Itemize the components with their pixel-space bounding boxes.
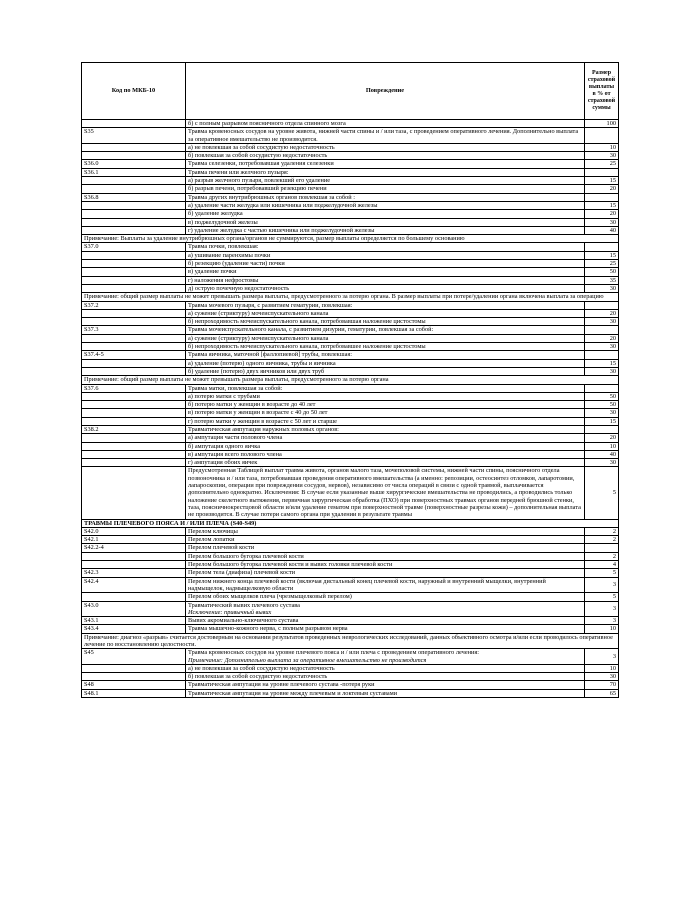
payout-percent: 5	[585, 569, 619, 577]
table-row	[82, 689, 619, 697]
table-row	[82, 177, 619, 185]
injury-description	[186, 593, 585, 601]
payout-percent: 50	[585, 392, 619, 400]
icd-code: S42.4	[82, 577, 186, 593]
description-text: Травматическая ампутация на уровне между плечевым и локтевым суставами	[188, 689, 398, 697]
icd-code: S48	[82, 681, 186, 689]
description-text: в) ампутация всего полового члена	[188, 450, 282, 458]
note-text: Примечание: общий размер выплаты не может превышать размера выплаты, предусмотренного за потерю органа	[82, 376, 619, 384]
table-row	[82, 318, 619, 326]
payout-percent: 35	[585, 276, 619, 284]
description-text: б) непроходимость мочеиспускательного канала, потребовавшее наложение цистостомы	[188, 343, 426, 351]
icd-code	[82, 260, 186, 268]
injury-description	[186, 326, 585, 334]
payout-percent: 50	[585, 268, 619, 276]
icd-code	[82, 276, 186, 284]
icd-code: S42.3	[82, 569, 186, 577]
payout-percent: 30	[585, 218, 619, 226]
description-text: а) ушивание паренхимы почки	[188, 251, 271, 259]
description-text: Травма почки, повлекшая:	[188, 243, 259, 251]
table-row	[82, 409, 619, 417]
description-text: г) удаление желудка с частью кишечника или поджелудочной железы	[188, 226, 375, 234]
icd-code: S36.1	[82, 168, 186, 176]
payout-percent: 40	[585, 226, 619, 234]
injury-description	[186, 689, 585, 697]
icd-code: S38.2	[82, 425, 186, 433]
description-text: а) ампутация части полового члена	[188, 434, 283, 442]
description-text: Травма мочевого пузыря, с развитием гематурии, повлекшая:	[188, 301, 353, 309]
icd-code	[82, 143, 186, 151]
icd-code	[82, 177, 186, 185]
description-text: Вывих акромиально-ключичного сустава	[188, 617, 299, 625]
payout-percent: 30	[585, 673, 619, 681]
injury-description	[186, 442, 585, 450]
description-text: а) сужение (стриктуру) мочеиспускательного канала	[188, 334, 329, 342]
injury-description	[186, 425, 585, 433]
description-text: д) острую почечную недостаточность	[188, 284, 290, 292]
note-text: Примечание: общий размер выплаты не может превышать размера выплаты, предусмотренного за потерю органа. В размер выплаты при потере/удалении органа включена выплата за операцию	[82, 293, 619, 301]
table-row	[82, 467, 619, 519]
description-text: Травма матки, повлекшая за собой:	[188, 384, 283, 392]
icd-code	[82, 673, 186, 681]
payout-percent: 20	[585, 185, 619, 193]
table-row	[82, 326, 619, 334]
table-header-row	[82, 63, 619, 120]
injury-description	[186, 318, 585, 326]
injury-description	[186, 152, 585, 160]
payout-percent	[585, 544, 619, 552]
payout-percent: 40	[585, 450, 619, 458]
table-row	[82, 143, 619, 151]
icd-code: S45	[82, 649, 186, 665]
table-row	[82, 201, 619, 209]
injury-description	[186, 276, 585, 284]
icd-code	[82, 434, 186, 442]
table-row	[82, 226, 619, 234]
description-text: б) резекцию (удаление части) почки	[188, 260, 285, 268]
description-text: Перелом ключицы	[188, 527, 238, 535]
injury-description	[186, 409, 585, 417]
description-text: б) непроходимость мочеиспускательного канала, потребовавшая наложение цистостомы	[188, 318, 426, 326]
payout-percent: 30	[585, 409, 619, 417]
payout-percent: 10	[585, 442, 619, 450]
description-text: в) поджелудочной железы	[188, 218, 258, 226]
icd-code	[82, 593, 186, 601]
payout-percent: 15	[585, 251, 619, 259]
table-row	[82, 359, 619, 367]
description-text: Перелом плечевой кости	[188, 544, 255, 552]
description-text: а) сужение (стриктуру) мочеиспускательного канала	[188, 309, 329, 317]
injury-description	[186, 359, 585, 367]
payout-percent: 3	[585, 649, 619, 665]
injury-description	[186, 577, 585, 593]
table-row	[82, 434, 619, 442]
header-code: Код по МКБ-10	[82, 63, 186, 120]
injury-description	[186, 193, 585, 201]
description-text: г) наложения нефростомы	[188, 276, 259, 284]
injury-description	[186, 260, 585, 268]
injury-description	[186, 459, 585, 467]
table-row	[82, 527, 619, 535]
icd-code	[82, 218, 186, 226]
table-row	[82, 601, 619, 617]
injury-description	[186, 561, 585, 569]
icd-code: S37.4-5	[82, 351, 186, 359]
table-row	[82, 673, 619, 681]
icd-code	[82, 120, 186, 128]
description-text: б) удаление желудка	[188, 210, 243, 218]
payout-percent: 10	[585, 143, 619, 151]
table-row	[82, 617, 619, 625]
payout-percent	[585, 425, 619, 433]
injury-description	[186, 527, 585, 535]
description-text: Травма других внутрибрюшных органов повлекшая за собой :	[188, 193, 355, 201]
injury-description	[186, 226, 585, 234]
description-text: а) удаление части желудка или кишечника или поджелудочной железы	[188, 201, 378, 209]
table-row	[82, 392, 619, 400]
payout-percent: 100	[585, 120, 619, 128]
section-heading: ТРАВМЫ ПЛЕЧЕВОГО ПОЯСА И / ИЛИ ПЛЕЧА (S40-S49)	[82, 519, 619, 527]
description-text: в) потерю матки у женщин в возрасте с 40 до 50 лет	[188, 409, 328, 417]
description-text: а) разрыв желчного пузыря, повлекший его удаление	[188, 177, 331, 185]
icd-code	[82, 284, 186, 292]
injury-description	[186, 552, 585, 560]
description-text: б) с полным разрывом поясничного отдела спинного мозга	[188, 120, 346, 127]
injury-description	[186, 664, 585, 672]
icd-code	[82, 401, 186, 409]
description-text: а) не повлекшая за собой сосудистую недостаточность	[188, 664, 335, 672]
injury-description	[186, 120, 585, 128]
injury-description	[186, 128, 585, 144]
table-row	[82, 218, 619, 226]
injury-description	[186, 301, 585, 309]
icd-code	[82, 561, 186, 569]
icd-code	[82, 201, 186, 209]
payout-percent: 30	[585, 343, 619, 351]
description-text: Травма кровеносных сосудов на уровне живота, нижней части спины и / или таза, с проведением оперативного лечения. Дополнительно выплата за оперативное вмешательство не производится.	[188, 128, 579, 143]
injury-description	[186, 367, 585, 375]
icd-code	[82, 268, 186, 276]
payout-percent	[585, 326, 619, 334]
payout-percent: 10	[585, 664, 619, 672]
payout-percent: 30	[585, 367, 619, 375]
description-text: б) повлекшая за собой сосудистую недостаточность	[188, 673, 328, 681]
table-row	[82, 284, 619, 292]
table-row	[82, 625, 619, 633]
payout-percent: 20	[585, 309, 619, 317]
description-text: Перелом тела (диафиза) плечевой кости	[188, 569, 296, 577]
table-row	[82, 251, 619, 259]
payout-percent: 30	[585, 152, 619, 160]
note-row	[82, 293, 619, 301]
injury-description	[186, 384, 585, 392]
injury-description	[186, 434, 585, 442]
description-text: б) ампутация одного яичка	[188, 442, 261, 450]
description-text: в) удаление почки	[188, 268, 237, 276]
payout-percent: 10	[585, 625, 619, 633]
icd-code: S37.2	[82, 301, 186, 309]
injury-description	[186, 210, 585, 218]
description-text: Перелом большого бугорка плечевой кости и вывих головки плечевой кости	[188, 561, 393, 569]
payout-percent: 15	[585, 359, 619, 367]
icd-code	[82, 185, 186, 193]
icd-code	[82, 334, 186, 342]
table-row	[82, 268, 619, 276]
description-text: Перелом обоих мыщелков плеча (чрезмыщелковый перелом)	[188, 593, 352, 601]
icd-code	[82, 152, 186, 160]
table-row	[82, 152, 619, 160]
icd-code	[82, 417, 186, 425]
header-injury: Повреждение	[186, 63, 585, 120]
payout-percent	[585, 168, 619, 176]
icd-code	[82, 343, 186, 351]
table-row	[82, 401, 619, 409]
icd-code: S36.0	[82, 160, 186, 168]
payout-percent: 3	[585, 577, 619, 593]
table-row	[82, 276, 619, 284]
payout-percent: 15	[585, 417, 619, 425]
icd-code: S37.0	[82, 243, 186, 251]
injury-description	[186, 601, 585, 617]
icd-code: S35	[82, 128, 186, 144]
icd-code	[82, 459, 186, 467]
table-row	[82, 193, 619, 201]
injury-description	[186, 185, 585, 193]
payout-percent: 20	[585, 434, 619, 442]
icd-code: S42.1	[82, 536, 186, 544]
description-text: а) не повлекшая за собой сосудистую недостаточность	[188, 143, 335, 151]
table-row	[82, 120, 619, 128]
table-row	[82, 210, 619, 218]
description-text: Травматическая ампутация на уровне плечевого сустава -потеря руки	[188, 681, 375, 689]
note-row	[82, 633, 619, 649]
table-row	[82, 536, 619, 544]
injury-description	[186, 177, 585, 185]
table-row	[82, 417, 619, 425]
payout-percent: 5	[585, 593, 619, 601]
icd-code	[82, 664, 186, 672]
injury-description	[186, 284, 585, 292]
icd-code: S37.3	[82, 326, 186, 334]
table-row	[82, 593, 619, 601]
table-row	[82, 561, 619, 569]
icd-code	[82, 450, 186, 458]
payout-percent: 50	[585, 401, 619, 409]
note-text: Примечание: диагноз «разрыв» считается достоверным на основании результатов проведенных неврологических исследований, данных объективного осмотра и/или если проводилось оперативное лечение по восстановлению целостности.	[82, 633, 619, 649]
injury-description	[186, 467, 585, 519]
injury-description	[186, 617, 585, 625]
payout-percent	[585, 128, 619, 144]
injury-description	[186, 673, 585, 681]
payout-percent: 30	[585, 459, 619, 467]
note-row	[82, 376, 619, 384]
injury-description	[186, 160, 585, 168]
table-row	[82, 185, 619, 193]
icd-code: S43.0	[82, 601, 186, 617]
description-remark: Примечание: Дополнительно выплата за оперативное вмешательство не производится	[188, 656, 427, 664]
table-row	[82, 459, 619, 467]
table-row	[82, 367, 619, 375]
icd-code	[82, 367, 186, 375]
payout-percent: 65	[585, 689, 619, 697]
icd-code	[82, 318, 186, 326]
description-remark: Исключение: привычный вывих	[188, 608, 272, 616]
injury-description	[186, 649, 585, 665]
description-text: Предусмотренная Таблицей выплат травма живота, органов малого таза, мочеполовой системы, нижней части спины, поясничного отдела позвоночника и / или таза, потребовавшая проведения оперативного вмешательства (а именно: репозиции, остеосинтез отломков, лапаротомии, лапароскопии, операции при повреждении сосудов, нервов), независимо от числа операций в связи с одной травмой, выплачивается дополнительно однократно. Исключения: В случае если указанные выше хирургические вмешательства не проводились, а проводились только наложение скелетного вытяжения, первичная хирургическая обработка (ПХО) при поверхностных травмах органов передней брюшной стенки, таза, поясничнокрестцовой области и/или удаление гематом при поверхностной травме (поверхностные разрезы кожи) – дополнительная выплата не производится. В случае потери самого органа при удалении в результате травмы	[188, 467, 581, 519]
injury-description	[186, 168, 585, 176]
injury-description	[186, 544, 585, 552]
description-text: б) разрыв печени, потребовавший резекцию печени	[188, 185, 327, 193]
payout-percent: 20	[585, 334, 619, 342]
table-row	[82, 552, 619, 560]
note-text: Примечание: Выплаты за удаление внутрибрюшных органа/органов не суммируются, размер выплаты определяется по большему основанию	[82, 235, 619, 243]
icd-code: S43.1	[82, 617, 186, 625]
payout-percent: 4	[585, 561, 619, 569]
table-row	[82, 260, 619, 268]
injury-description	[186, 218, 585, 226]
icd-code: S48.1	[82, 689, 186, 697]
injury-description	[186, 569, 585, 577]
icd-code	[82, 251, 186, 259]
description-text: Травма мочеиспускательного канала, с развитием дизурии, гематурии, повлекшая за собой:	[188, 326, 434, 334]
payout-percent	[585, 351, 619, 359]
description-text: Перелом нижнего конца плечевой кости (включая дистальный конец плечевой кости, наружный и внутренний мыщелки, внутренний надмыщелок, надмыщелковую области	[188, 577, 546, 592]
table-body	[82, 120, 619, 698]
description-text: Травматическая ампутация наружных половых органов:	[188, 425, 339, 433]
description-text: б) удаление (потерю) двух яичников или двух труб	[188, 367, 325, 375]
payout-percent: 25	[585, 260, 619, 268]
icd-code	[82, 226, 186, 234]
injury-description	[186, 351, 585, 359]
description-text: Травматический вывих плечевого сустава	[188, 601, 300, 609]
payout-percent: 15	[585, 201, 619, 209]
injury-description	[186, 243, 585, 251]
injury-description	[186, 201, 585, 209]
payout-percent	[585, 193, 619, 201]
payout-percent: 30	[585, 284, 619, 292]
table-row	[82, 544, 619, 552]
description-text: Перелом большого бугорка плечевой кости	[188, 552, 304, 560]
icd-code	[82, 210, 186, 218]
table-row	[82, 128, 619, 144]
payout-percent: 25	[585, 160, 619, 168]
table-row	[82, 160, 619, 168]
payout-percent: 2	[585, 552, 619, 560]
table-row	[82, 309, 619, 317]
injury-description	[186, 334, 585, 342]
payout-percent: 3	[585, 617, 619, 625]
injury-description	[186, 143, 585, 151]
injury-description	[186, 450, 585, 458]
table-row	[82, 168, 619, 176]
description-text: Травма кровеносных сосудов на уровне плечевого пояса и / или плеча с проведением оперативного лечения:	[188, 649, 480, 657]
description-text: б) потерю матки у женщин в возрасте до 40 лет	[188, 401, 316, 409]
description-text: г) ампутация обоих яичек	[188, 459, 258, 467]
table-row	[82, 343, 619, 351]
table-row	[82, 425, 619, 433]
payout-percent: 70	[585, 681, 619, 689]
table-row	[82, 569, 619, 577]
table-row	[82, 334, 619, 342]
icd-code: S43.4	[82, 625, 186, 633]
icd-code	[82, 309, 186, 317]
injury-description	[186, 536, 585, 544]
icd-code: S42.2-4	[82, 544, 186, 552]
table-row	[82, 442, 619, 450]
payout-percent: 2	[585, 527, 619, 535]
section-row	[82, 519, 619, 527]
description-text: Перелом лопатки	[188, 536, 235, 544]
table-row	[82, 577, 619, 593]
icd-code	[82, 392, 186, 400]
description-text: а) потерю матки с трубами	[188, 392, 260, 400]
icd-code: S37.6	[82, 384, 186, 392]
table-row	[82, 450, 619, 458]
table-row	[82, 243, 619, 251]
injury-description	[186, 268, 585, 276]
injury-description	[186, 401, 585, 409]
payout-percent: 2	[585, 536, 619, 544]
description-text: Травма печени или желчного пузыря:	[188, 168, 289, 176]
payout-percent: 3	[585, 601, 619, 617]
injury-description	[186, 251, 585, 259]
description-text: Травма яичника, маточной [фаллопиевой] трубы, повлекшая:	[188, 351, 353, 359]
payout-percent	[585, 384, 619, 392]
table-row	[82, 649, 619, 665]
icd-code	[82, 552, 186, 560]
injury-description	[186, 625, 585, 633]
payout-percent	[585, 301, 619, 309]
table-row	[82, 301, 619, 309]
description-text: Травма мышечно-кожного нерва, с полным разрывом нерва	[188, 625, 348, 633]
payout-percent: 5	[585, 467, 619, 519]
injury-description	[186, 343, 585, 351]
description-text: Травма селезенки, потребовавшая удаления селезенки	[188, 160, 334, 168]
note-row	[82, 235, 619, 243]
payout-percent: 20	[585, 210, 619, 218]
table-row	[82, 664, 619, 672]
description-text: а) удаление (потерю) одного яичника, трубы и яичника	[188, 359, 336, 367]
header-percent: Размер страховой выплаты в % от страховой суммы	[585, 63, 619, 120]
insurance-payout-table	[81, 62, 619, 698]
icd-code	[82, 467, 186, 519]
injury-description	[186, 681, 585, 689]
injury-description	[186, 417, 585, 425]
description-text: б) повлекшая за собой сосудистую недостаточность	[188, 152, 328, 160]
table-row	[82, 384, 619, 392]
table-row	[82, 681, 619, 689]
icd-code	[82, 409, 186, 417]
payout-percent: 15	[585, 177, 619, 185]
payout-percent: 30	[585, 318, 619, 326]
injury-description	[186, 392, 585, 400]
table-row	[82, 351, 619, 359]
icd-code	[82, 359, 186, 367]
icd-code: S42.0	[82, 527, 186, 535]
payout-percent	[585, 243, 619, 251]
icd-code	[82, 442, 186, 450]
injury-description	[186, 309, 585, 317]
description-text: г) потерю матки у женщин в возрасте с 50 лет и старше	[188, 417, 337, 425]
icd-code: S36.8	[82, 193, 186, 201]
